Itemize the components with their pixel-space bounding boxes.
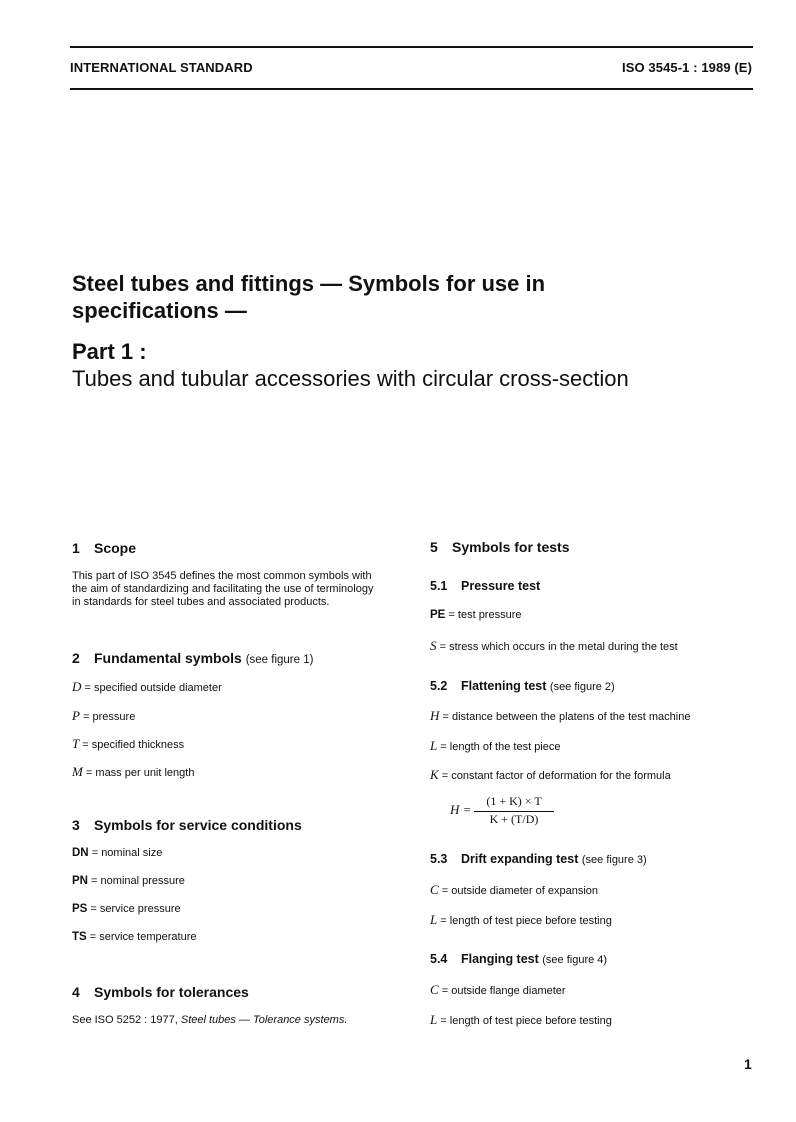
tolerance-reference (72, 1014, 347, 1026)
section-number: 5 (430, 539, 438, 555)
section-title: Flanging test (461, 952, 539, 966)
section-number: 5.2 (430, 679, 448, 693)
figure-reference: (see figure 4) (542, 954, 608, 966)
equals-sign: = (440, 741, 447, 753)
symbol-definition (430, 638, 678, 654)
section-4-heading (72, 984, 249, 1000)
figure-reference: (see figure 3) (581, 854, 647, 866)
definition: outside flange diameter (451, 985, 566, 997)
section-title: Pressure test (461, 579, 541, 593)
section-5-2-heading (430, 679, 615, 693)
symbol-definition (430, 1012, 612, 1028)
symbol-definition (72, 931, 196, 943)
section-5-heading (430, 539, 569, 555)
equals-sign: = (91, 875, 98, 887)
equals-sign: = (441, 985, 449, 997)
equals-sign: = (440, 1015, 447, 1027)
formula-denominator: K + (T/D) (489, 812, 539, 826)
page-number: 1 (744, 1056, 752, 1072)
section-title: Symbols for tolerances (94, 984, 249, 1000)
part-label: Part 1 : (72, 339, 147, 364)
section-1-heading (72, 540, 136, 556)
section-5-3-heading (430, 852, 647, 866)
symbol: PS (72, 903, 88, 915)
definition: test pressure (457, 609, 522, 621)
header-top-rule (70, 46, 753, 48)
symbol: L (430, 1012, 438, 1027)
header-bottom-rule (70, 88, 753, 90)
symbol: M (72, 764, 83, 779)
section-2-heading (72, 650, 313, 666)
symbol-definition (430, 982, 566, 998)
symbol-definition (72, 736, 184, 752)
definition: nominal pressure (100, 875, 185, 887)
symbol: DN (72, 847, 89, 859)
equals-sign: = (85, 767, 93, 779)
definition: length of the test piece (449, 741, 561, 753)
symbol-definition (72, 875, 185, 887)
section-number: 5.3 (430, 852, 448, 866)
section-title: Fundamental symbols (94, 650, 242, 666)
symbol: C (430, 982, 439, 997)
symbol-definition (430, 708, 690, 724)
equals-sign: = (441, 770, 449, 782)
equals-sign: = (439, 641, 446, 653)
equals-sign: = (89, 931, 97, 943)
section-number: 5.4 (430, 952, 448, 966)
symbol: D (72, 679, 82, 694)
symbol-definition (72, 679, 222, 695)
section-number: 5.1 (430, 579, 448, 593)
symbol-definition (430, 609, 522, 621)
equals-sign: = (84, 682, 91, 694)
equals-sign: = (448, 609, 455, 621)
scope-line-3: in standards for steel tubes and associated products. (72, 596, 330, 608)
symbol: S (430, 638, 437, 653)
symbol-definition (430, 738, 560, 754)
definition: distance between the platens of the test machine (451, 711, 691, 723)
section-title: Symbols for tests (452, 539, 570, 555)
symbol: PE (430, 609, 446, 621)
definition: specified outside diameter (93, 682, 222, 694)
symbol-definition (72, 708, 135, 724)
symbol: H (430, 708, 440, 723)
definition: length of test piece before testing (449, 1015, 612, 1027)
definition: service pressure (99, 903, 181, 915)
definition: specified thickness (91, 739, 185, 751)
section-title: Scope (94, 540, 137, 556)
symbol: C (430, 882, 439, 897)
reference-title: Steel tubes — Tolerance systems. (180, 1014, 348, 1026)
section-number: 3 (72, 817, 80, 833)
title-line-1: Steel tubes and fittings — Symbols for use in (72, 271, 546, 296)
figure-reference: (see figure 1) (245, 654, 314, 666)
definition: nominal size (101, 847, 163, 859)
formula-lhs: H = (450, 802, 472, 817)
section-5-1-heading (430, 579, 540, 593)
symbol: TS (72, 931, 87, 943)
symbol: L (430, 738, 438, 753)
symbol-definition (72, 764, 194, 780)
equals-sign: = (83, 711, 90, 723)
equals-sign: = (91, 847, 99, 859)
symbol-definition (430, 912, 612, 928)
reference-lead: See ISO 5252 : 1977, (72, 1014, 178, 1026)
section-title: Flattening test (461, 679, 547, 693)
document-title (72, 270, 712, 324)
section-5-4-heading (430, 952, 607, 966)
scope-line-1: This part of ISO 3545 defines the most common symbols with (72, 570, 372, 582)
section-number: 4 (72, 984, 80, 1000)
part-subtitle: Tubes and tubular accessories with circular cross-section (72, 366, 629, 391)
section-title: Drift expanding test (461, 852, 579, 866)
definition: stress which occurs in the metal during the test (449, 641, 678, 653)
definition: constant factor of deformation for the formula (451, 770, 671, 782)
section-number: 1 (72, 540, 80, 556)
symbol-definition (72, 847, 162, 859)
definition: pressure (92, 711, 136, 723)
symbol-definition (430, 882, 598, 898)
scope-line-2: the aim of standardizing and facilitating the use of terminology (72, 583, 374, 595)
symbol: PN (72, 875, 88, 887)
definition: service temperature (99, 931, 197, 943)
equals-sign: = (442, 711, 449, 723)
header-standard-number: ISO 3545-1 : 1989 (E) (622, 60, 752, 75)
figure-reference: (see figure 2) (549, 681, 615, 693)
symbol: K (430, 767, 439, 782)
header-standard-type: INTERNATIONAL STANDARD (70, 60, 253, 75)
equals-sign: = (441, 885, 449, 897)
title-line-2: specifications — (72, 298, 247, 323)
symbol: T (72, 736, 80, 751)
equals-sign: = (440, 915, 447, 927)
equals-sign: = (82, 739, 89, 751)
definition: mass per unit length (95, 767, 195, 779)
symbol-definition (430, 767, 671, 783)
equals-sign: = (90, 903, 97, 915)
section-number: 2 (72, 650, 80, 666)
section-title: Symbols for service conditions (94, 817, 302, 833)
definition: outside diameter of expansion (451, 885, 598, 897)
section-3-heading (72, 817, 302, 833)
symbol: P (72, 708, 80, 723)
symbol: L (430, 912, 438, 927)
symbol-definition (72, 903, 181, 915)
definition: length of test piece before testing (449, 915, 612, 927)
scope-paragraph (72, 570, 407, 609)
formula-numerator: (1 + K) × T (486, 794, 542, 808)
